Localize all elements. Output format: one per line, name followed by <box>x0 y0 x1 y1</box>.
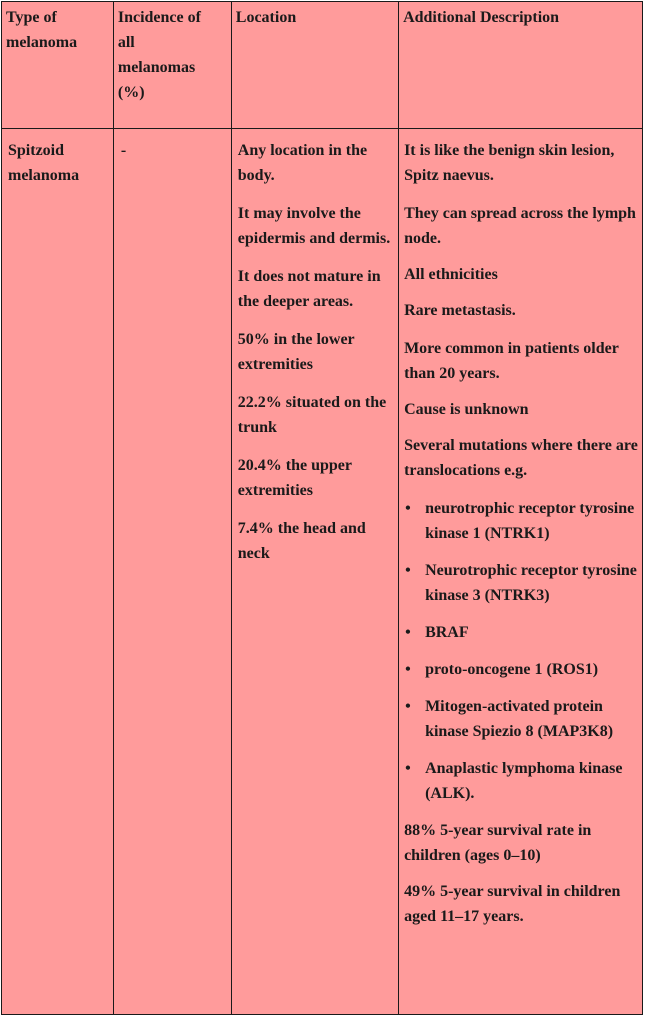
survival-paragraph: 49% 5-year survival in children aged 11–17 years. <box>404 883 621 925</box>
mutation-name: BRAF <box>425 624 469 641</box>
location-item: 22.2% situated on the trunk <box>237 394 387 436</box>
mutation-name: Neurotrophic receptor tyrosine kinase 3 (NTRK3) <box>425 562 637 604</box>
location-item: It may involve the epidermis and dermis. <box>237 205 391 247</box>
header-incidence: Incidence of all melanomas (%) <box>117 9 201 101</box>
header-type: Type of melanoma <box>6 9 78 51</box>
melanoma-table <box>1 1 643 1015</box>
bullet-icon: • <box>405 698 411 715</box>
mutation-list-item <box>404 496 640 546</box>
description-cell <box>399 129 643 1015</box>
table-row <box>2 129 643 1015</box>
header-incidence-cell <box>113 2 231 129</box>
bullet-icon: • <box>405 760 411 777</box>
melanoma-type: Spitzoid melanoma <box>8 142 80 184</box>
header-type-cell <box>2 2 114 129</box>
header-location: Location <box>235 9 297 26</box>
mutation-list-item <box>404 657 640 682</box>
location-cell <box>231 129 398 1015</box>
header-description: Additional Description <box>403 9 560 26</box>
bullet-icon: • <box>405 562 411 579</box>
mutation-list-item <box>404 694 640 744</box>
location-item: 20.4% the upper extremities <box>237 457 352 499</box>
header-description-cell <box>399 2 643 129</box>
header-location-cell <box>231 2 398 129</box>
mutation-name: neurotrophic receptor tyrosine kinase 1 (NTRK1) <box>425 500 635 542</box>
description-paragraph: All ethnicities <box>404 266 498 283</box>
location-item: 7.4% the head and neck <box>237 520 366 562</box>
bullet-icon: • <box>405 500 411 517</box>
description-paragraph: Several mutations where there are translocations e.g. <box>404 437 638 479</box>
location-item: Any location in the body. <box>237 142 368 184</box>
location-item: It does not mature in the deeper areas. <box>237 268 381 310</box>
description-paragraph: It is like the benign skin lesion, Spitz naevus. <box>404 142 615 184</box>
mutation-list-item <box>404 756 640 806</box>
mutation-list-item <box>404 558 640 608</box>
type-cell <box>2 129 114 1015</box>
description-paragraph: Cause is unknown <box>404 401 529 418</box>
bullet-icon: • <box>405 661 411 678</box>
mutation-name: Anaplastic lymphoma kinase (ALK). <box>425 760 623 802</box>
survival-paragraph: 88% 5-year survival rate in children (ages 0–10) <box>404 822 592 864</box>
incidence-value: - <box>120 142 127 159</box>
bullet-icon: • <box>405 624 411 641</box>
location-item: 50% in the lower extremities <box>237 331 355 373</box>
description-paragraph: They can spread across the lymph node. <box>404 205 636 247</box>
mutation-name: Mitogen-activated protein kinase Spiezio 8 (MAP3K8) <box>425 698 614 740</box>
description-paragraph: Rare metastasis. <box>404 302 516 319</box>
mutation-list-item <box>404 620 640 645</box>
table-header-row <box>2 2 643 129</box>
mutation-name: proto-oncogene 1 (ROS1) <box>425 661 599 678</box>
incidence-cell <box>113 129 231 1015</box>
description-paragraph: More common in patients older than 20 years. <box>404 340 619 382</box>
